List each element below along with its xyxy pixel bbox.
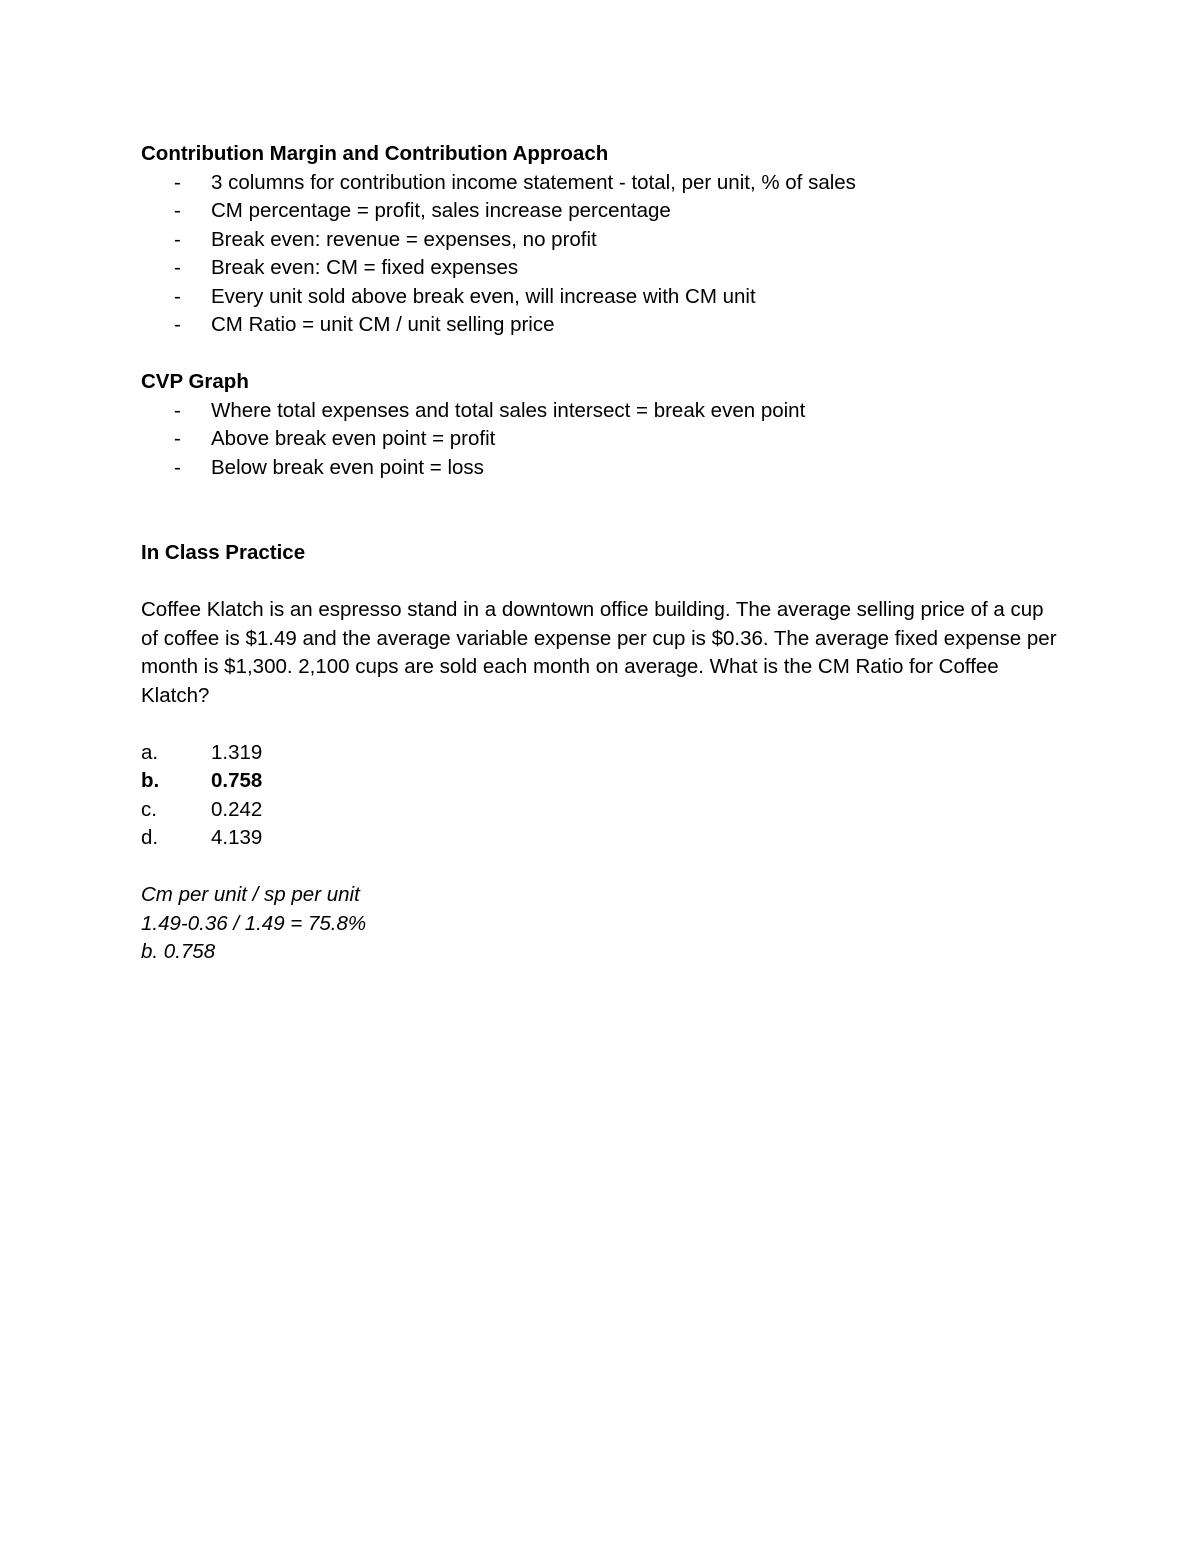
choice-b — [141, 767, 1061, 796]
list-item: - Every unit sold above break even, will increase with CM unit — [141, 283, 1061, 312]
choice-value: 0.242 — [211, 797, 263, 821]
solution-line: 1.49-0.36 / 1.49 = 75.8% — [141, 911, 367, 935]
section-heading-in-class-practice: In Class Practice — [141, 541, 306, 564]
choice-letter: a. — [141, 740, 159, 764]
choice-value: 0.758 — [211, 769, 263, 792]
spacer — [141, 853, 1061, 882]
dash-bullet: - — [174, 313, 181, 336]
solution-line: b. 0.758 — [141, 940, 216, 963]
spacer — [141, 340, 1061, 369]
list-item: - Where total expenses and total sales intersect = break even point — [141, 397, 1061, 426]
choice-a — [141, 739, 1061, 768]
document-page — [141, 140, 1061, 967]
answer-choices — [141, 739, 1061, 853]
contribution-margin-list — [141, 169, 1061, 340]
spacer — [141, 710, 1061, 739]
section-heading-contribution-margin: Contribution Margin and Contribution Approach — [141, 142, 609, 165]
worked-solution — [141, 881, 1061, 967]
cvp-graph-list — [141, 397, 1061, 483]
dash-bullet: - — [174, 256, 181, 279]
list-item: - Above break even point = profit — [141, 425, 1061, 454]
choice-letter: d. — [141, 826, 159, 849]
dash-bullet: - — [174, 455, 181, 479]
dash-bullet: - — [174, 199, 181, 222]
choice-d — [141, 824, 1061, 853]
practice-question: Coffee Klatch is an espresso stand in a downtown office building. The average selling price of a cup of coffee is $1.49 and the average variable expense per cup is $0.36. The average fixed expense per month is $1,300. 2,100 cups are sold each month on average. What is the CM Ratio for Coffee Klatch? — [141, 598, 1057, 707]
dash-bullet: - — [174, 227, 181, 251]
list-item: - 3 columns for contribution income statement - total, per unit, % of sales — [141, 169, 1061, 198]
list-item: - Break even: revenue = expenses, no profit — [141, 226, 1061, 255]
choice-value: 4.139 — [211, 826, 263, 849]
choice-letter: b. — [141, 769, 160, 792]
list-item: - Below break even point = loss — [141, 454, 1061, 483]
spacer — [141, 568, 1061, 597]
solution-line: Cm per unit / sp per unit — [141, 883, 360, 906]
dash-bullet: - — [174, 398, 181, 422]
choice-value: 1.319 — [211, 740, 263, 764]
dash-bullet: - — [174, 170, 181, 194]
spacer — [141, 482, 1061, 539]
dash-bullet: - — [174, 427, 181, 450]
section-heading-cvp-graph: CVP Graph — [141, 370, 249, 393]
list-item: - CM Ratio = unit CM / unit selling price — [141, 311, 1061, 340]
list-item: - CM percentage = profit, sales increase percentage — [141, 197, 1061, 226]
choice-letter: c. — [141, 797, 157, 821]
dash-bullet: - — [174, 284, 181, 308]
choice-c — [141, 796, 1061, 825]
list-item: - Break even: CM = fixed expenses — [141, 254, 1061, 283]
